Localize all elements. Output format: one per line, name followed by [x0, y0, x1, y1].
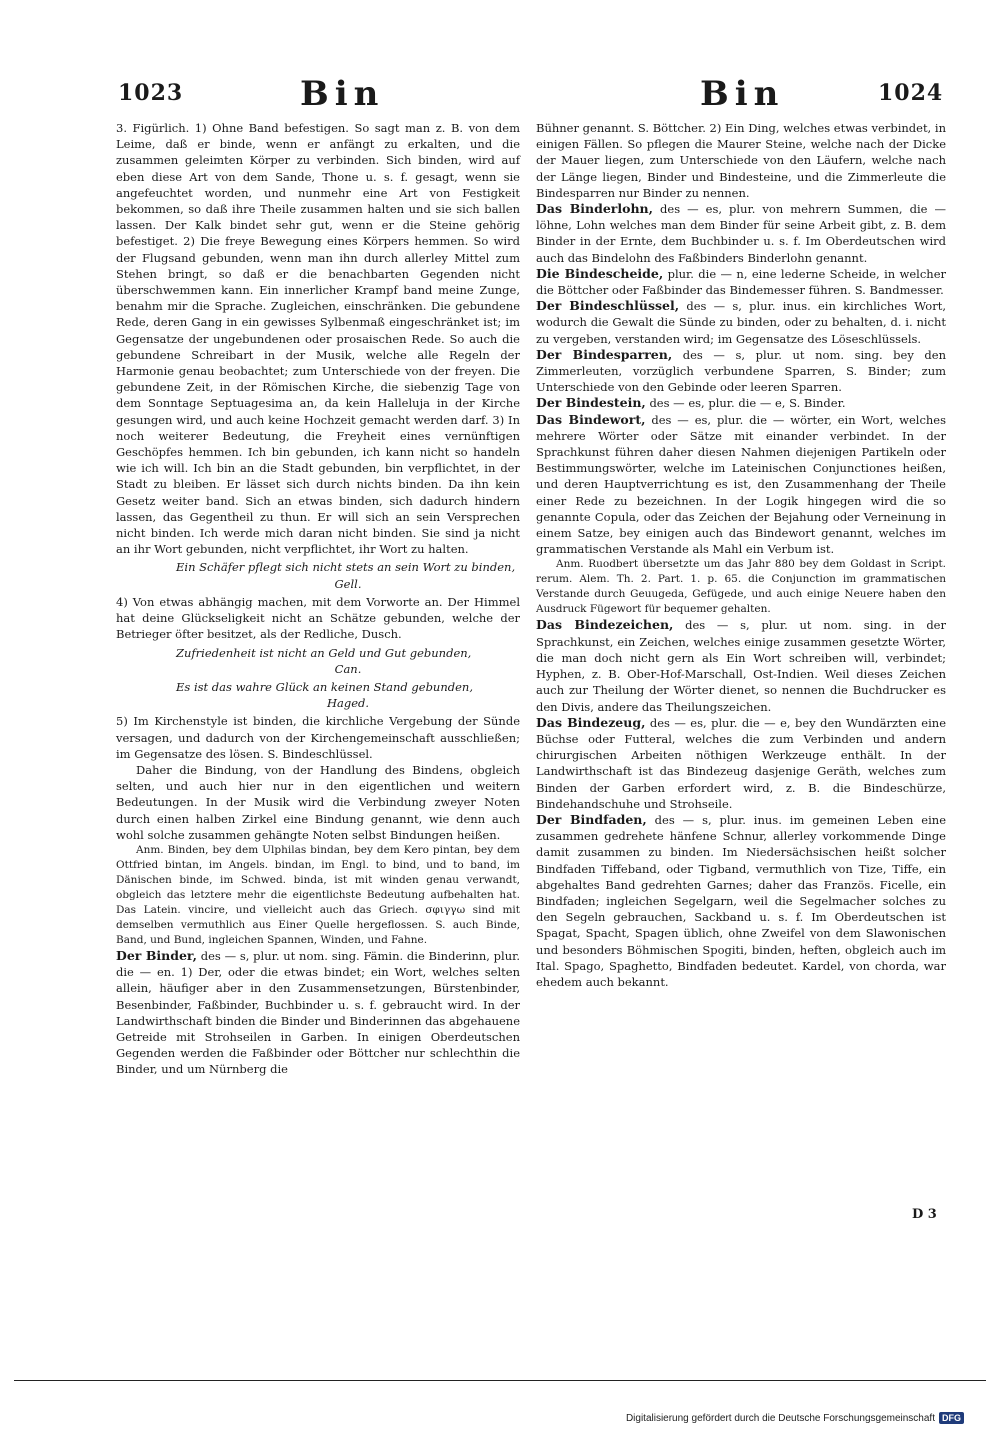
- entry-text: des — es, plur. von mehrern Summen, die — löhne, Lohn welches man dem Binder für seine Arbeit gibt, z. B. dem Binder in der Ernte, dem Buchbinder u. s. f. Im Oberdeutschen wird auch das Bindelohn des Faßbinders Binderlohn genannt.: [536, 202, 946, 265]
- catchword: D 3: [912, 1207, 937, 1222]
- entry-bindfaden: [536, 812, 946, 990]
- headword: Der Bindfaden,: [536, 811, 647, 827]
- headword: Die Bindescheide,: [536, 265, 664, 281]
- entry-bindewort: [536, 412, 946, 558]
- entry-bindescheide: [536, 266, 946, 298]
- footer: [626, 1412, 964, 1424]
- quote-2-source: Can.: [334, 661, 362, 676]
- quote-1-source: Gell.: [334, 576, 362, 591]
- entry-bindezeichen: [536, 617, 946, 714]
- left-running-head: Bin: [300, 74, 385, 114]
- quote-1-text: Ein Schäfer pflegt sich nicht stets an sein Wort zu binden,: [176, 560, 516, 575]
- entry-text: des — es, plur. die — e, bey den Wundärzten eine Büchse oder Futteral, welches die zum Verbinden und andern chirurgischen Arbeiten nöthigen Werkzeuge enthält. In der Landwirthschaft ist das Bindezeug dasjenige Geräth, welches zum Binden der Garben erfordert wird, z. B. die Bindeschürze, Bindehandschuhe und Strohseile.: [536, 715, 946, 811]
- headword: Das Bindezeug,: [536, 714, 646, 730]
- left-page-number: 1023: [118, 80, 184, 106]
- left-paragraph-3: 5) Im Kirchenstyle ist binden, die kirchliche Vergebung der Sünde versagen, und dadurch von der Kirchengemeinschaft ausschließen; im Gegensatze des lösen. S. Bindeschlüssel.: [116, 714, 520, 761]
- headword: Das Bindezeichen,: [536, 617, 674, 633]
- entry-binderlohn: [536, 201, 946, 266]
- entry-bindeschluessel: [536, 298, 946, 347]
- entry-text: des — s, plur. ut nom. sing. in der Sprachkunst, ein Zeichen, welches einige zusammen gesetzte Wörter, die man doch nicht gern als Ein Wort schreiben will, verbindet; Hyphen, z. B. Ober-Hof-Marschall, Ost-Indien. Weil dieses Zeichen auch zur Theilung der Wörter dienet, so nennen die Buchdrucker es den Divis, andere das Theilungszeichen.: [536, 618, 946, 714]
- quote-2-text: Zufriedenheit ist nicht an Geld und Gut gebunden,: [176, 645, 472, 660]
- quote-3-source: Haged.: [326, 696, 370, 711]
- headword: Der Bindeschlüssel,: [536, 298, 680, 314]
- headword: Der Bindesparren,: [536, 346, 673, 362]
- left-paragraph-1: 3. Figürlich. 1) Ohne Band befestigen. So sagt man z. B. von dem Leime, daß er binde, wenn er anfängt zu erkalten, und die zusammen geleimten Körper zu verbinden. Sich binden, wird auf eben diese Art von dem Sande, Thone u. s. f. gesagt, wenn sie angefeuchtet worden, und nunmehr eine Art von Festigkeit bekommen, so daß ihre Theile zusammen halten und sie sich ballen lassen. Der Kalk bindet sehr gut, wenn er die Steine gehörig befestiget. 2) Die freye Bewegung eines Körpers hemmen. So wird der Flugsand gebunden, wenn man ihn durch allerley Mittel zum Stehen bringt, so daß er die benachbarten Gegenden nicht überschwemmen kann. Ein innerlicher Krampf band meine Zunge, benahm mir die Sprache. Zugleichen, einschränken. Die gebundene Rede, deren Gang in ein gewisses Sylbenmaß eingeschränket ist; im Gegensatze der ungebundenen oder prosaischen Rede. So auch die gebundene Schreibart in der Musik, welche alle Regeln der Harmonie genau beobachtet; zum Unterschiede von der freyen. Die gebundene Zeit, in der Römischen Kirche, die siebenzig Tage von dem Sonntage Septuagesima an, da kein Halleluja in der Kirche gesungen wird, und auch keine Hochzeit gemacht werden darf. 3) In noch weiterer Bedeutung, die Freyheit eines vernünftigen Geschöpfes hemmen. Ich bin gebunden, ich kann nicht so handeln wie ich will. Ich bin an die Stadt gebunden, bin verpflichtet, in der Stadt zu bleiben. Er lässet sich durch nichts binden. Da ihn kein Gesetz weiter band. Sich an etwas binden, sich dadurch hindern lassen, das Gegentheil zu thun. Er will sich an sein Versprechen nicht binden. Ich werde mich daran nicht binden. Sie sind ja nicht an ihr Wort gebunden, nicht verpflichtet, ihr Wort zu halten.: [116, 121, 520, 557]
- entry-text: des — s, plur. ut nom. sing. Fämin. die Binderinn, plur. die — en. 1) Der, oder die etwas bindet; ein Wort, welches selten allein, häufiger aber in den Zusammensetzungen, Bürstenbinder, Besenbinder, Faßbinder, Buchbinder u. s. f. gebraucht wird. In der Landwirthschaft binden die Binder und Binderinnen das abgehauene Getreide mit Strohseilen in Garben. In einigen Oberdeutschen Gegenden werden die Faßbinder oder Böttcher nur schlechthin die Binder, und um Nürnberg die: [116, 948, 520, 1077]
- right-column: [536, 120, 946, 990]
- entry-text: des — s, plur. ut nom. sing. bey den Zimmerleuten, vorzüglich verbundene Sparren, S. Binder; zum Unterschiede von den Gebinde oder leeren Sparren.: [536, 347, 946, 395]
- right-page-number: 1024: [878, 80, 944, 106]
- left-paragraph-2: 4) Von etwas abhängig machen, mit dem Vorworte an. Der Himmel hat deine Glückseligkeit nicht an Schätze gebunden, welche der Betrieger öfter besitzet, als der Redliche, Dusch.: [116, 594, 520, 642]
- quote-1: [176, 559, 520, 591]
- dfg-logo: DFG: [939, 1412, 964, 1424]
- footer-rule: [14, 1380, 986, 1381]
- entry-text: des — es, plur. die — e, S. Binder.: [649, 396, 846, 411]
- left-column: [116, 120, 520, 1078]
- headword: Das Binderlohn,: [536, 201, 653, 217]
- quote-3: [176, 679, 520, 711]
- footer-text: Digitalisierung gefördert durch die Deutsche Forschungsgemeinschaft: [625, 1412, 935, 1424]
- entry-bindesparren: [536, 347, 946, 396]
- entry-text: des — s, plur. inus. ein kirchliches Wort, wodurch die Gewalt die Sünde zu binden, oder zu behalten, d. i. nicht zu vergeben, verstanden wird; im Gegensatze des Löseschlüssels.: [536, 299, 946, 346]
- entry-text: plur. die — n, eine lederne Scheide, in welcher die Böttcher oder Faßbinder das Bindemesser führen. S. Bandmesser.: [536, 266, 947, 298]
- headword: Das Bindewort,: [536, 411, 646, 427]
- headword: Der Bindestein,: [536, 395, 646, 411]
- quote-3-text: Es ist das wahre Glück an keinen Stand gebunden,: [176, 679, 473, 694]
- entry-text: des — s, plur. inus. im gemeinen Leben eine zusammen gedrehete hänfene Schnur, allerley vorkommende Dinge damit zusammen zu binden. Im Niedersächsischen heißt solcher Bindfaden Tiffeband, oder Tigband, vermuthlich von Tize, Tiffe, ein abgehaltes Band gedrehten Garnes; daher das Französ. Ficelle, ein Bindfaden; ingleichen Segelgarn, weil die Segelmacher solches zu den Segeln gebrauchen, Sackband u. s. f. Im Oberdeutschen ist Spagat, Spacht, Spagen üblich, ohne Zweifel von dem Slawonischen und besonders Böhmischen Spogiti, binden, heften, obgleich auch im Ital. Spago, Spaghetto, Bindfaden bedeutet. Kardel, von chorda, war ehedem auch bekannt.: [536, 812, 946, 989]
- headword: Der Binder,: [116, 947, 197, 963]
- entry-bindestein: [536, 395, 946, 411]
- right-annotation: Anm. Ruodbert übersetzte um das Jahr 880 bey dem Goldast in Script. rerum. Alem. Th. 2. Part. 1. p. 65. die Conjunction im grammatischen Verstande durch Geuugeda, Gefügede, und auch einige Neuere haben den Ausdruck Fügewort für bequemer gehalten.: [536, 558, 946, 616]
- left-paragraph-4: Daher die Bindung, von der Handlung des Bindens, obgleich selten, und auch hier nur in den eigentlichen und weitern Bedeutungen. In der Musik wird die Verbindung zweyer Noten durch einen halben Zirkel eine Bindung genannt, wie denn auch wohl solche zusammen gehängte Noten selbst Bindungen heißen.: [116, 762, 520, 842]
- right-paragraph-1: Bühner genannt. S. Böttcher. 2) Ein Ding, welches etwas verbindet, in einigen Fällen. So pflegen die Maurer Steine, welche nach der Dicke der Mauer liegen, zum Unterschiede von den Läufern, welche nach der Länge liegen, Binder und Bindesteine, und die Zimmerleute die Bindesparren nur Binder zu nennen.: [536, 121, 946, 200]
- entry-text: des — es, plur. die — wörter, ein Wort, welches mehrere Wörter oder Sätze mit einander verbindet. In der Sprachkunst führen daher diesen Nahmen diejenigen Partikeln oder Bestimmungswörter, welche im Lateinischen Conjunctiones heißen, und deren Hauptverrichtung es ist, den Zusammenhang der Theile einer Rede zu bezeichnen. In der Logik hingegen wird die so genannte Copula, oder das Zeichen der Bejahung oder Verneinung in einem Satze, bey einigen auch das Bindewort genannt, welches im grammatischen Verstande als Mahl ein Verbum ist.: [536, 412, 947, 557]
- entry-binder: [116, 948, 520, 1078]
- right-running-head: Bin: [700, 74, 785, 114]
- left-annotation: Anm. Binden, bey dem Ulphilas bindan, bey dem Kero pintan, bey dem Ottfried bintan, im Angels. bindan, im Engl. to bind, und to band, im Dänischen binde, im Schwed. binda, ist mit winden genau verwandt, obgleich das letztere mehr die eigentlichste Bedeutung aufbehalten hat. Das Latein. vincire, und vielleicht auch das Griech. σφιγγω sind mit demselben vermuthlich aus Einer Quelle hergeflossen. S. auch Binde, Band, und Bund, ingleichen Spannen, Winden, und Fahne.: [116, 843, 520, 946]
- entry-bindezeug: [536, 715, 946, 812]
- quote-2: [176, 645, 520, 677]
